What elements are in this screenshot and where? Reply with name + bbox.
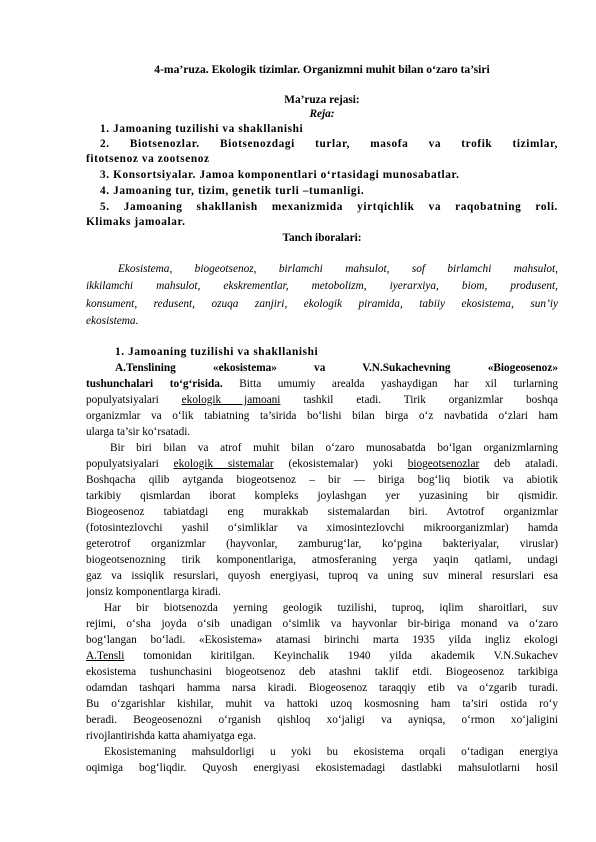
keywords-line-2: ikkilamchi mahsulot, ekskrementlar, metobolizm, iyerarxiya, biom, produsent,	[86, 280, 558, 292]
section-heading: 1. Jamoaning tuzilishi va shakllanishi	[115, 346, 319, 358]
para3-line-6: odamdan tashqari hamma narsa kiradi. Biogeosenoz taraqqiy etib va o‘zgarib turadi.	[86, 682, 558, 694]
para3-line-5: ekosistema tushunchasini biogeotsenoz deb atashni taklif etdi. Biogeosenoz tarkibiga	[86, 666, 558, 678]
keywords-heading: Tanch iboralari:	[282, 232, 362, 244]
para1-line-5: ularga ta’sir ko‘rsatadi.	[86, 426, 191, 438]
para1-line-2	[86, 377, 558, 392]
para1-line-4: organizmlar va o‘lik tabiatning ta’sirida bo‘lishi bilan birga o‘z navbatida o‘zlari ham	[86, 410, 558, 422]
para2-line-4: tarkibiy qismlardan iborat kompleks joylashgan yer yuzasining bir qismidir.	[86, 490, 558, 502]
plan-item-2: 2. Biotsenozlar. Biotsenozdagi turlar, masofa va trofik tizimlar,	[100, 138, 558, 150]
para1-line-3	[86, 393, 558, 408]
para3-line-2: rejimi, o‘sha joyda o‘sib unadigan o‘simlik va hayvonlar bir-biriga monand va o‘zaro	[86, 618, 558, 630]
para2-line-6: (fotosintezlovchi yashil o‘simliklar va ximosintezlovchi mikroorganizmlar) hamda	[86, 522, 558, 534]
para2-line-7: geterotrof organizmlar (hayvonlar, zamburug‘lar, ko‘pgina bakteriyalar, viruslar)	[86, 538, 558, 550]
para2-line-2-b: (ekosistemalar) yoki	[273, 458, 408, 470]
para1-line-2-rest: Bitta umumiy arealda yashaydigan har xil turlarning	[222, 378, 558, 390]
para1-line-1: A.Tenslining «ekosistema» va V.N.Sukachevning «Biogeosenoz»	[115, 362, 558, 374]
plan-item-3: 3. Konsortsiyalar. Jamoa komponentlari o‘rtasidagi munosabatlar.	[100, 169, 460, 181]
para2-line-1: Bir biri bilan va atrof muhit bilan o‘zaro munosabatda bo‘lgan organizmlarning	[110, 442, 558, 454]
link-ekologik-jamoani[interactable]: ekologik jamoani	[181, 394, 281, 406]
para3-line-8: beradi. Beogeosenozni o‘rganish qishloq xo‘jaligi va ayniqsa, o‘rmon xo‘jaligini	[86, 714, 558, 726]
keywords-line-3: konsument, redusent, ozuqa zanjiri, ekologik piramida, tabiiy ekosistema, sun’iy	[86, 298, 558, 310]
plan-item-1: 1. Jamoaning tuzilishi va shakllanishi	[100, 123, 304, 135]
para3-line-1: Har bir biotsenozda yerning geologik tuzilishi, tuproq, iqlim sharoitlari, suv	[104, 602, 558, 614]
para2-line-3: Boshqacha qilib aytganda biogeotsenoz – bir — biriga bog‘liq biotik va abiotik	[86, 474, 558, 486]
para2-line-2-c: deb ataladi.	[479, 458, 558, 470]
para2-line-5: Biogeosenoz tabiatdagi eng murakkab sistemalardan biri. Avtotrof organizmlar	[86, 506, 558, 518]
para3-line-4	[86, 649, 558, 664]
para3-line-3: bog‘langan bo‘ladi. «Ekosistema» atamasi birinchi marta 1935 yilda ingliz ekologi	[86, 634, 558, 646]
para3-line-7: Bu o‘zgarishlar kishilar, muhit va hattoki uzoq kosmosning ham ta’siri ostida ro‘y	[86, 698, 558, 710]
plan-item-4: 4. Jamoaning tur, tizim, genetik turli –tumanligi.	[100, 185, 365, 197]
para4-line-2: oqimiga bog‘liqdir. Quyosh energiyasi ekosistemadagi dastlabki mahsulotlarni hosil	[86, 762, 558, 774]
para2-line-9: gaz va issiqlik resurslari, quyosh energiyasi, tuproq va uning suv mineral resurslari esa	[86, 570, 558, 582]
para1-bold-phrase: tushunchalari to‘g‘risida.	[86, 378, 223, 390]
link-a-tensli[interactable]: A.Tensli	[86, 650, 125, 662]
keywords-line-4: ekosistema.	[86, 315, 139, 327]
link-biogeotsenozlar[interactable]: biogeotsenozlar	[407, 458, 480, 470]
para4-line-1: Ekosistemaning mahsuldorligi u yoki bu ekosistema orqali o‘tadigan energiya	[104, 746, 558, 758]
plan-heading-alt: Reja:	[309, 108, 335, 120]
para3-line-9: rivojlantirishda katta ahamiyatga ega.	[86, 730, 257, 742]
para2-line-10: jonsiz komponentlarga kiradi.	[86, 586, 222, 598]
plan-heading: Ma’ruza rejasi:	[284, 94, 360, 106]
para1-line-3-a: populyatsiyalari	[86, 394, 182, 406]
link-ekologik-sistemalar[interactable]: ekologik sistemalar	[173, 458, 274, 470]
para2-line-2	[86, 457, 558, 472]
para2-line-2-a: populyatsiyalari	[86, 458, 174, 470]
para2-line-8: biogeotsenozning tirik komponentlariga, atmosferaning yerga yaqin qatlami, undagi	[86, 554, 558, 566]
lecture-title: 4-ma’ruza. Ekologik tizimlar. Organizmni muhit bilan o‘zaro ta’siri	[154, 63, 490, 76]
plan-item-2-cont: fitotsenoz va zootsenoz	[86, 153, 210, 165]
plan-item-5-cont: Klimaks jamoalar.	[86, 216, 186, 228]
plan-item-5: 5. Jamoaning shakllanish mexanizmida yirtqichlik va raqobatning roli.	[100, 201, 558, 213]
keywords-line-1: Ekosistema, biogeotsenoz, birlamchi mahsulot, sof birlamchi mahsulot,	[118, 263, 558, 275]
para3-line-4-rest: tomonidan kiritilgan. Keyinchalik 1940 yilda akademik V.N.Sukachev	[124, 650, 558, 662]
para1-line-3-b: tashkil etadi. Tirik organizmlar boshqa	[280, 394, 558, 406]
